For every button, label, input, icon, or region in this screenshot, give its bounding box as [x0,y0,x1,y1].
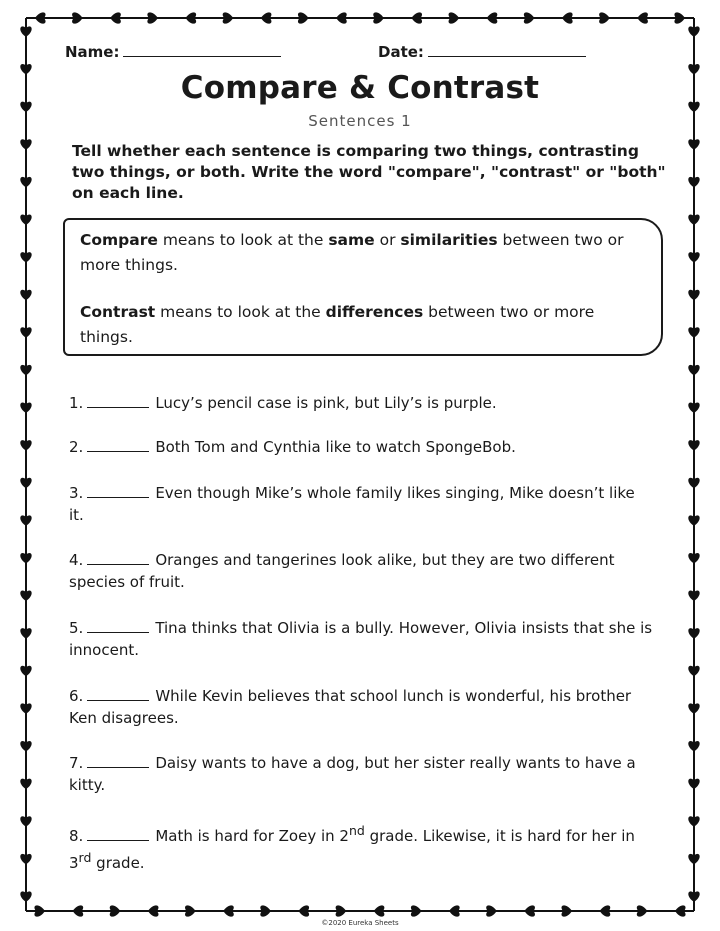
contrast-term: Contrast [80,303,156,321]
answer-blank[interactable] [87,438,149,452]
heart-icon [449,905,460,916]
date-line[interactable] [428,42,586,57]
heart-icon [411,905,422,916]
heart-icon [20,365,31,376]
heart-icon [20,327,31,338]
heart-icon [688,440,699,451]
heart-icon [20,515,31,526]
answer-blank[interactable] [87,394,149,408]
heart-icon [186,12,197,23]
heart-icon [72,12,83,23]
question-number: 8. [69,827,84,845]
question-number: 6. [69,687,84,705]
question-number: 2. [69,438,84,456]
question-text: grade. Likewise, it is hard for her in 3 [69,827,635,872]
heart-icon [486,905,497,916]
date-field[interactable] [378,42,586,61]
page-subtitle: Sentences 1 [308,112,412,130]
heart-icon [20,553,31,564]
heart-icon [688,891,699,902]
question-6 [69,685,654,729]
question-number: 4. [69,551,84,569]
heart-icon [20,666,31,677]
question-text: Both Tom and Cynthia like to watch SpongeBob. [155,438,516,456]
heart-icon [20,741,31,752]
heart-icon [20,177,31,188]
heart-icon [223,905,234,916]
heart-icon [688,515,699,526]
question-number: 7. [69,754,84,772]
heart-icon [20,628,31,639]
ordinal-suffix: rd [78,850,92,865]
heart-icon [449,12,460,23]
question-5 [69,617,654,661]
question-text: grade. [91,854,145,872]
heart-icon [223,12,234,23]
page-title: Compare & Contrast [180,70,540,106]
question-3 [69,482,654,526]
heart-icon [688,139,699,150]
contrast-text-2: between two or more things. [80,303,595,346]
heart-icon [73,905,84,916]
ordinal-suffix: nd [348,823,365,838]
heart-icon [20,290,31,301]
heart-icon [688,403,699,414]
question-7 [69,752,654,796]
heart-icon [688,177,699,188]
heart-icon [20,139,31,150]
heart-icon [20,403,31,414]
heart-icon [600,905,611,916]
answer-blank[interactable] [87,484,149,498]
contrast-text-1: means to look at the [155,303,326,321]
heart-icon [688,26,699,37]
question-text: Oranges and tangerines look alike, but they are two different species of fruit. [69,551,615,591]
question-text: Lucy’s pencil case is pink, but Lily’s is purple. [155,394,497,412]
heart-icon [524,905,535,916]
heart-icon [373,12,384,23]
heart-icon [688,779,699,790]
heart-icon [688,591,699,602]
heart-icon [20,440,31,451]
question-text: Math is hard for Zoey in 2 [155,827,349,845]
compare-keyword-similarities: similarities [400,231,498,249]
heart-icon [374,905,385,916]
heart-icon [147,12,158,23]
name-line[interactable] [123,42,281,57]
heart-icon [20,854,31,865]
heart-icon [637,905,648,916]
heart-icon [148,905,159,916]
heart-icon [688,666,699,677]
heart-icon [20,816,31,827]
heart-icon [336,12,347,23]
heart-icon [688,741,699,752]
heart-icon [688,290,699,301]
heart-icon [110,905,121,916]
heart-icon [675,905,686,916]
question-4 [69,549,654,593]
answer-blank[interactable] [87,827,149,841]
heart-icon [20,779,31,790]
heart-icon [411,12,422,23]
heart-icon [35,12,46,23]
compare-keyword-same: same [328,231,375,249]
heart-icon [299,905,310,916]
question-text: Even though Mike’s whole family likes singing, Mike doesn’t like it. [69,484,635,524]
heart-icon [336,905,347,916]
compare-text-3: between two or more things. [80,231,624,274]
heart-icon [261,12,272,23]
heart-icon [298,12,309,23]
heart-icon [674,12,685,23]
compare-text-1: means to look at the [157,231,329,249]
answer-blank[interactable] [87,551,149,565]
answer-blank[interactable] [87,754,149,768]
question-text: Daisy wants to have a dog, but her sister really wants to have a kitty. [69,754,636,794]
question-8 [69,820,654,874]
instructions: Tell whether each sentence is comparing two things, contrasting two things, or both. Write the word "compare", "contrast" or "both" on each line. [72,142,666,202]
heart-icon [688,478,699,489]
answer-blank[interactable] [87,687,149,701]
heart-icon [20,591,31,602]
heart-icon [688,854,699,865]
heart-icon [20,214,31,225]
heart-icon [20,703,31,714]
name-field[interactable] [65,42,281,61]
heart-icon [260,905,271,916]
question-number: 5. [69,619,84,637]
heart-icon [688,816,699,827]
question-1 [69,392,654,414]
heart-icon [524,12,535,23]
contrast-definition [80,300,647,350]
heart-icon [185,905,196,916]
question-number: 3. [69,484,84,502]
heart-icon [688,327,699,338]
heart-icon [688,252,699,263]
heart-icon [688,553,699,564]
question-number: 1. [69,394,84,412]
answer-blank[interactable] [87,619,149,633]
heart-icon [688,703,699,714]
heart-icon [561,905,572,916]
compare-definition [80,228,647,278]
heart-icon [688,628,699,639]
date-label: Date: [378,43,424,61]
heart-icon [688,214,699,225]
heart-icon [20,26,31,37]
heart-icon [20,891,31,902]
name-label: Name: [65,43,120,61]
question-2 [69,436,654,458]
copyright-footer: ©2020 Eureka Sheets [321,919,399,927]
definition-box [63,218,663,356]
question-text: Tina thinks that Olivia is a bully. However, Olivia insists that she is innocent. [69,619,653,659]
heart-icon [599,12,610,23]
heart-icon [637,12,648,23]
heart-icon [487,12,498,23]
heart-icon [20,478,31,489]
heart-icon [688,365,699,376]
heart-icon [34,905,45,916]
question-text: While Kevin believes that school lunch is wonderful, his brother Ken disagrees. [69,687,632,727]
heart-icon [20,252,31,263]
contrast-keyword-differences: differences [325,303,424,321]
compare-text-2: or [374,231,401,249]
compare-term: Compare [80,231,158,249]
heart-icon [562,12,573,23]
heart-icon [110,12,121,23]
